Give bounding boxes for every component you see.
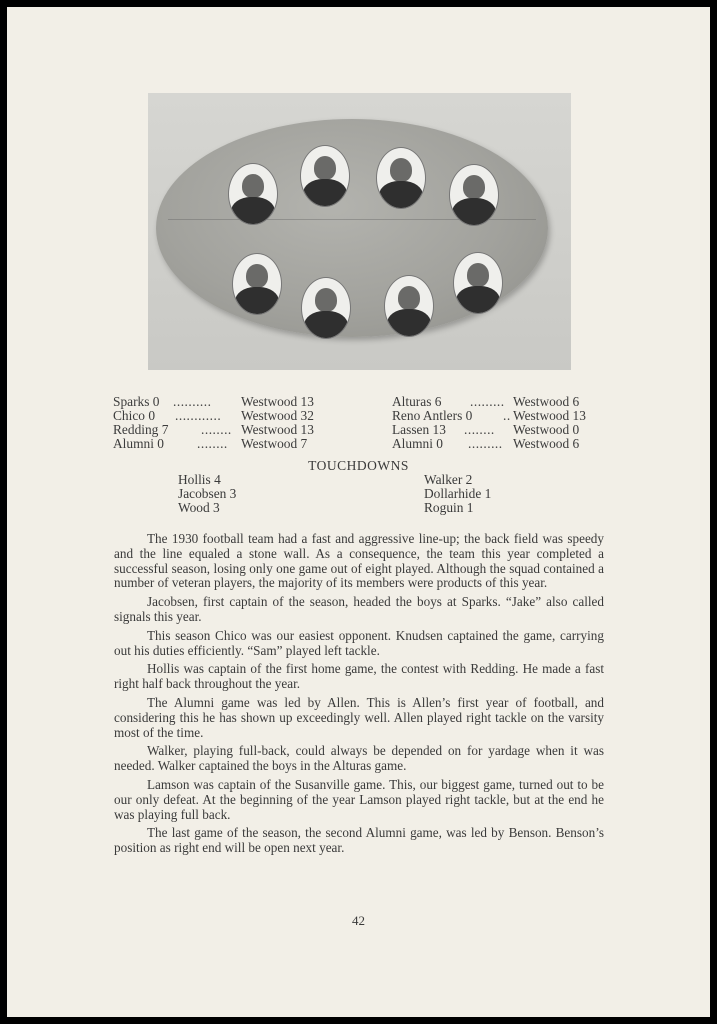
score-row: Lassen 13 ........ Westwood 0 [392, 422, 580, 437]
paragraph: The 1930 football team had a fast and aggressive line-up; the back field was speedy and the line equaled a stone wall. As a consequence, the team this year completed a successful season, losing only one game out of eight played. Although the squad contained a number of veteran players, the majority of its members were products of this year. [114, 531, 604, 591]
player-portrait [376, 147, 426, 209]
score-row: Alumni 0 ......... Westwood 6 [392, 436, 580, 451]
player-portrait [449, 164, 499, 226]
score-row: Alumni 0 ........ Westwood 7 [113, 436, 308, 451]
touchdown-entry: Hollis 4 [178, 472, 221, 487]
player-portrait [384, 275, 434, 337]
paragraph: Jacobsen, first captain of the season, headed the boys at Sparks. “Jake” also called signals this year. [114, 594, 604, 624]
score-row: Alturas 6 ......... Westwood 6 [392, 394, 580, 409]
player-portrait [232, 253, 282, 315]
score-list-left [113, 395, 343, 451]
paragraph: This season Chico was our easiest opponent. Knudsen captained the game, carrying out his duties efficiently. “Sam” played left tackle. [114, 627, 604, 658]
player-portrait [301, 277, 351, 339]
score-row: Sparks 0 .......... Westwood 13 [113, 394, 314, 409]
score-row: Chico 0 ............ Westwood 32 [113, 408, 314, 423]
touchdowns-heading: TOUCHDOWNS [308, 458, 409, 473]
paragraph: Hollis was captain of the first home game, the contest with Redding. He made a fast right half back throughout the year. [114, 661, 604, 692]
touchdowns-list-right [424, 473, 491, 515]
paragraph: Walker, playing full-back, could always be depended on for yardage when it was needed. Walker captained the boys in the Alturas game. [114, 743, 604, 774]
paragraph: Lamson was captain of the Susanville game. This, our biggest game, turned out to be our only defeat. At the beginning of the year Lamson played right tackle, but at the end he was playing full back. [114, 776, 604, 822]
score-list-right [392, 395, 617, 451]
touchdown-entry: Roguin 1 [424, 500, 474, 515]
touchdown-entry: Wood 3 [178, 500, 220, 515]
paragraph: The Alumni game was led by Allen. This is Allen’s first year of football, and considering this he has shown up exceedingly well. Allen played right tackle on the varsity most of the time. [114, 694, 604, 740]
touchdown-entry: Dollarhide 1 [424, 486, 492, 501]
paragraph: The last game of the season, the second Alumni game, was led by Benson. Benson’s position as right end will be open next year. [114, 825, 604, 856]
season-summary [114, 532, 604, 860]
team-photo-football-collage [148, 93, 571, 370]
yearbook-page [7, 7, 710, 1017]
page-number: 42 [352, 913, 365, 928]
player-portrait [228, 163, 278, 225]
score-row: Redding 7 ........ Westwood 13 [113, 422, 314, 437]
touchdown-entry: Jacobsen 3 [178, 486, 237, 501]
touchdowns-list-left [178, 473, 236, 515]
player-portrait [300, 145, 350, 207]
player-portrait [453, 252, 503, 314]
touchdown-entry: Walker 2 [424, 472, 473, 487]
score-row: Reno Antlers 0 .. Westwood 13 [392, 408, 586, 423]
